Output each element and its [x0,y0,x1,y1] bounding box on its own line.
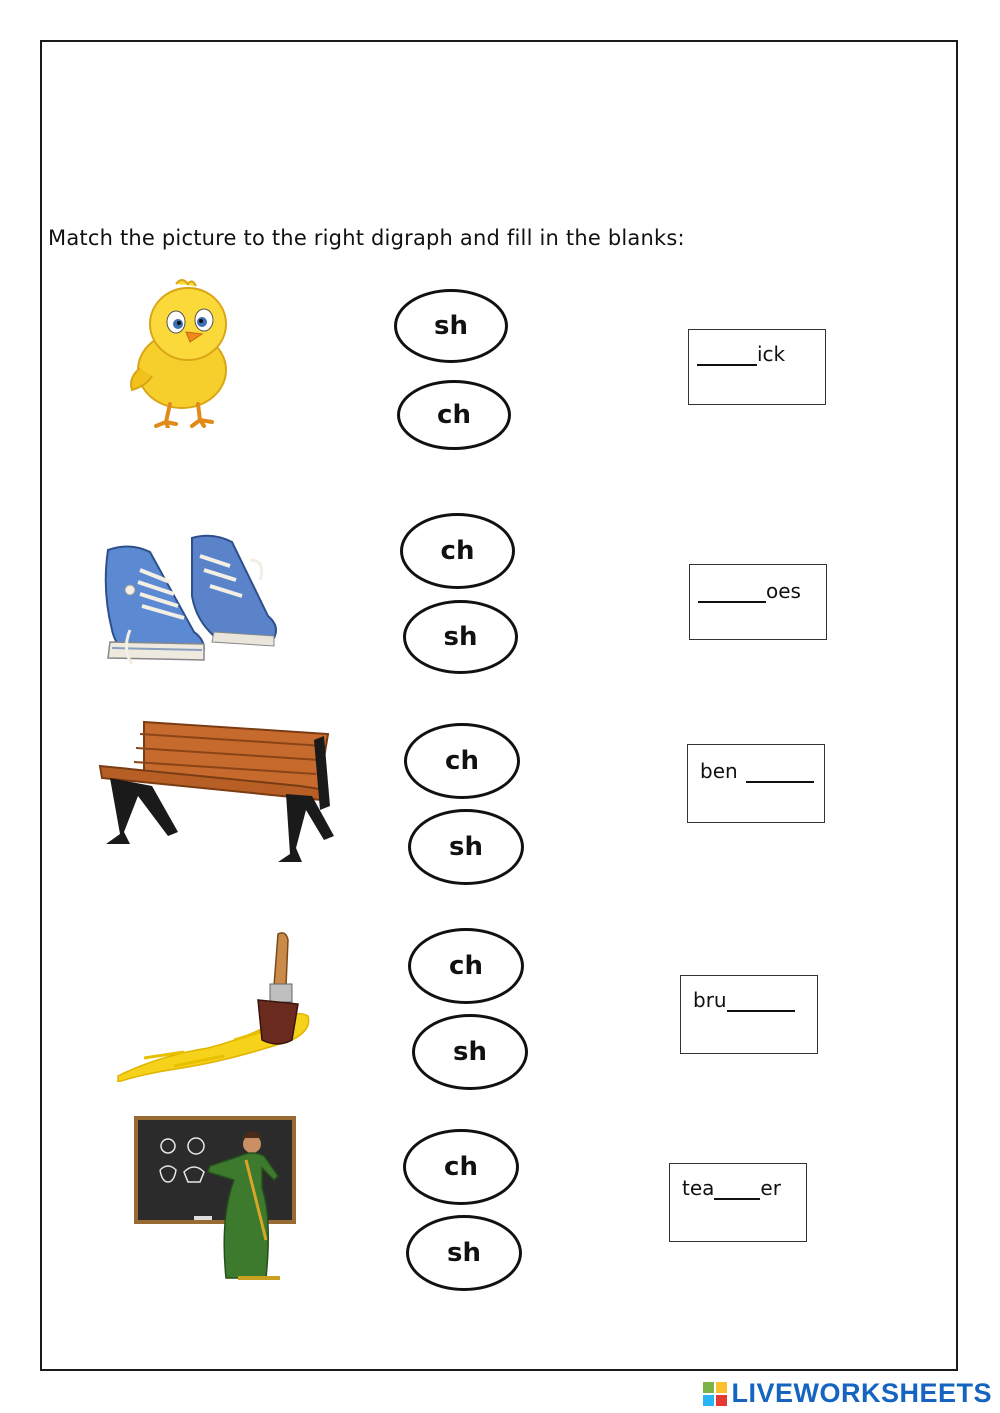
answer-box-chick [688,329,826,405]
teacher-picture [134,1116,298,1282]
liveworksheets-watermark [703,1378,992,1409]
liveworksheets-logo-icon [703,1382,727,1406]
answer-box-bench [687,744,825,823]
watermark-text: LIVEWORKSHEETS [731,1378,992,1408]
shoes-picture [100,530,280,668]
instruction-text: Match the picture to the right digraph and fill in the blanks: [48,226,685,250]
word-prefix: ben [700,759,738,783]
fill-blank-input[interactable] [727,988,795,1012]
digraph-option-sh[interactable]: sh [408,809,524,885]
digraph-option-sh[interactable]: sh [406,1215,522,1291]
answer-box-shoes [689,564,827,640]
word-prefix: tea [682,1176,715,1200]
paintbrush-picture [114,930,312,1082]
chick-picture [126,278,238,428]
fill-blank-input[interactable] [746,759,814,783]
bench-picture [96,716,334,862]
digraph-option-ch[interactable]: ch [404,723,520,799]
digraph-option-ch[interactable]: ch [397,380,511,450]
digraph-option-sh[interactable]: sh [412,1014,528,1090]
fill-blank-input[interactable] [697,342,757,366]
answer-box-teacher [669,1163,807,1242]
digraph-option-ch[interactable]: ch [403,1129,519,1205]
word-suffix: ick [757,342,786,366]
answer-box-brush [680,975,818,1054]
digraph-option-ch[interactable]: ch [408,928,524,1004]
digraph-option-sh[interactable]: sh [403,600,518,674]
word-prefix: bru [693,988,727,1012]
word-suffix: er [760,1176,781,1200]
fill-blank-input[interactable] [714,1176,760,1200]
fill-blank-input[interactable] [698,579,766,603]
digraph-option-sh[interactable]: sh [394,289,508,363]
word-suffix: oes [766,579,801,603]
digraph-option-ch[interactable]: ch [400,513,515,589]
